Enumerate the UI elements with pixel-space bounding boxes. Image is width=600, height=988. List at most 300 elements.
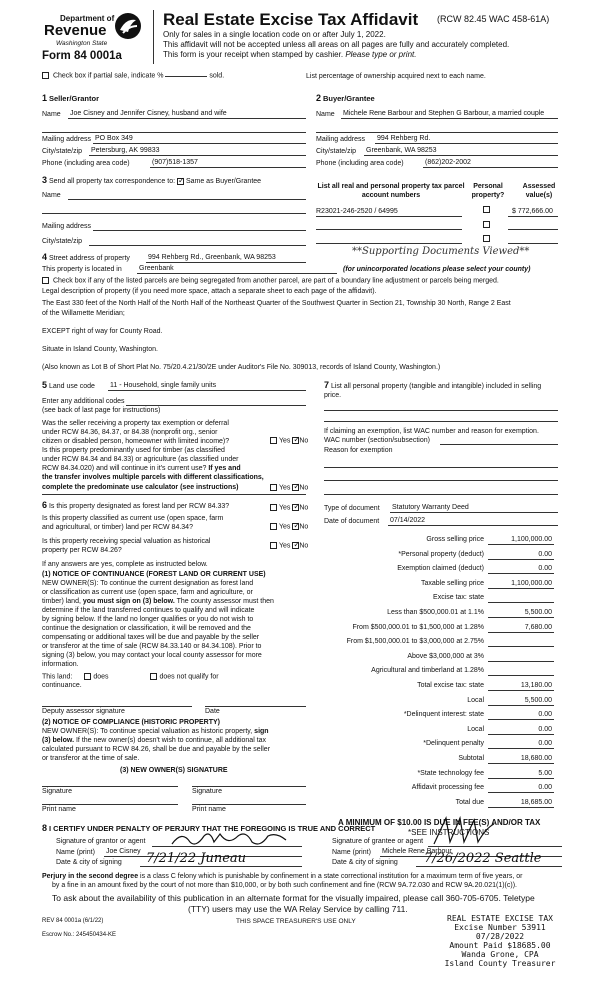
stamp-line-3: 07/28/2022 [475,932,525,941]
notice-continuance-l1: NEW OWNER(S): To continue the current designation as forest land [42,580,254,587]
stamp-line-5: Wanda Grone, CPA [461,950,539,959]
s5-q2-yes-checkbox[interactable] [270,484,277,491]
form-rcw: (RCW 82.45 WAC 458-61A) [437,14,550,24]
section5-num: 5 [42,380,48,390]
grantor-date-field[interactable]: 7/21/22 Juneau [146,851,247,866]
same-as-buyer-checkbox[interactable] [177,178,184,185]
seller-mail-label: Mailing address [42,136,92,143]
section7-text2: price. [324,392,342,399]
buyer-city-label: City/state/zip [316,148,357,155]
personal-property-checkbox-1[interactable] [483,206,490,213]
buyer-name-line2 [316,132,558,133]
treasurer-use-label: THIS SPACE TREASURER'S USE ONLY [236,918,356,925]
tax-row-line [488,705,554,706]
notice-continuance-l2: or classification as current use (open space, farm and agriculture, or [42,589,253,596]
does-not-label: does not qualify for [159,673,219,681]
exemption-text1: If claiming an exemption, list WAC number and reason for exemption. [324,428,539,435]
corr-name-line2 [42,213,306,214]
s6-q1-answer [270,504,308,511]
owner-print-line1[interactable] [42,804,178,805]
tax-row-value[interactable]: 0.00 [538,740,552,748]
dept-line2: Revenue [44,22,107,39]
buyer-mail-label: Mailing address [316,136,366,143]
additional-codes-label: Enter any additional codes [42,398,125,405]
tax-row-label: Local [467,725,484,733]
perjury-line2: by a fine in an amount fixed by the court of not more than $10,000, or by both such confinement and fine (RCW 9A.72.030 and RCW 9A.20.021(1)(c)). [52,882,517,889]
s6-q2-no-checkbox[interactable] [292,523,299,530]
notice-continuance-l3 [42,598,274,605]
tax-row-line [488,690,554,691]
notice-compliance-l4: or transferor at the time of sale. [42,755,140,762]
this-land-label: This land: [42,673,73,681]
notice-continuance-l7: compensating or additional taxes will be due and payable by the seller [42,634,260,641]
tax-row-value[interactable]: 7,680.00 [524,623,552,631]
s5-q1-line1: Was the seller receiving a property tax exemption or deferral [42,420,229,427]
stamp-line-2: Excise Number 53911 [454,923,546,932]
seller-name-line [68,118,306,119]
partial-sale-percent-field[interactable] [165,76,207,77]
s6-q1-yes-checkbox[interactable] [270,504,277,511]
seller-heading-num: 1 [42,93,48,103]
s6-q3-yes-checkbox[interactable] [270,542,277,549]
tax-row-label: Local [467,696,484,704]
dept-line3: Washington State [56,40,108,47]
tax-row-value[interactable]: 1,100,000.00 [511,579,552,587]
n2-l2b: If the new owner(s) doesn't wish to continue, all additional tax [75,737,267,744]
tax-row-line [488,646,554,647]
seller-name-line2 [42,132,306,133]
n2-l1b: sign [254,728,269,735]
s5-q2-answer [270,484,308,491]
tax-row-line [488,573,554,574]
perjury-bold: Perjury in the second degree [42,873,139,880]
s5-q2-line3 [42,465,241,472]
notice-compliance-title: (2) NOTICE OF COMPLIANCE (HISTORIC PROPERTY) [42,719,220,726]
seller-city-line [89,155,306,156]
s5-q2-line1: Is this property predominantly used for timber (as classified [42,447,225,454]
corr-name-label: Name [42,192,61,199]
header-note2: This affidavit will not be accepted unless all areas on all pages are fully and accurately completed. [163,40,510,49]
grantor-signature-label: Signature of grantor or agent [56,838,146,845]
grantee-name-label: Name (print) [332,849,371,856]
parcel-line1 [316,216,462,217]
tax-row-value[interactable]: 5.00 [538,769,552,777]
deputy-date-line[interactable] [205,706,306,707]
tax-row-line [488,559,554,560]
owner-print-label2: Print name [192,806,226,813]
corr-name-line[interactable] [68,199,306,200]
parcel-header-text: List all real and personal property tax parcel account numbers [317,183,465,199]
assessed-header [514,182,564,200]
s6-q3-line1: Is this property receiving special valuation as historical [42,538,211,545]
tax-row-label: *Delinquent interest: state [403,711,484,719]
s6-q1-yes-label: Yes [279,504,291,512]
does-not-checkbox[interactable] [150,673,157,680]
s5-q2-no-label: No [299,484,309,492]
s7-line1[interactable] [324,410,558,411]
s6-q3-answer [270,542,308,549]
treasurer-receipt-stamp [440,914,560,968]
personal-property-heading [324,380,541,390]
street-address-row [42,252,130,262]
tax-row-label: Above $3,000,000 at 3% [407,652,484,660]
buyer-city-line [364,155,558,156]
does-checkbox[interactable] [84,673,91,680]
assessed-line1 [508,216,558,217]
tax-row-label: *Personal property (deduct) [398,550,484,558]
s5-q1-no-label: No [299,437,309,445]
partial-sale-row [42,72,224,79]
does-label: does [93,673,109,681]
tax-row-label: Taxable selling price [420,579,484,587]
tax-row-value[interactable]: 18,680.00 [520,755,552,762]
tax-row-line [488,675,554,676]
seller-phone-label: Phone (including area code) [42,160,130,167]
seller-mail-line [93,143,306,144]
s6-q2-yes-checkbox[interactable] [270,523,277,530]
header-note3 [163,50,416,59]
ownership-note: List percentage of ownership acquired next to each name. [306,73,486,80]
grantor-date-line [140,866,302,867]
buyer-name-line [341,118,558,119]
dept-line1: Department of [60,14,115,23]
notice-l3a: timber) land, [42,598,81,605]
correspondence-text: Send all property tax correspondence to: [48,178,176,185]
revenue-logo-icon [114,12,142,40]
doc-type-label: Type of document [324,505,380,512]
grantee-date-line [416,866,562,867]
segregated-checkbox[interactable] [42,277,49,284]
s5-q2-line3-bold: If yes and [208,465,241,472]
seller-name-label: Name [42,111,61,118]
exemption-text3: Reason for exemption [324,447,393,454]
tax-row-label: From $500,000.01 to $1,500,000 at 1.28% [352,623,484,631]
s6-q3-line2: property per RCW 84.26? [42,547,122,554]
s6-q2-answer [270,523,308,530]
grantee-name-field[interactable]: Michele Rene Barbour [382,848,452,855]
corr-mail-line[interactable] [93,230,306,231]
tax-row-label: Subtotal [458,755,484,762]
s5-q2-no-checkbox[interactable] [292,484,299,491]
seller-mail-field[interactable]: PO Box 349 [95,135,133,142]
s6-q1 [42,500,229,510]
continuance-label: continuance. [42,682,82,689]
tax-row-line [488,734,554,735]
owner-signature-label2: Signature [192,788,222,795]
section8-num: 8 [42,823,48,833]
land-use-field[interactable]: 11 - Household, single family units [110,382,217,389]
notice-compliance-l1 [42,728,269,735]
s5-q1-line2: under RCW 84.36, 84.37, or 84.38 (nonprofit org., senior [42,429,218,436]
seller-name-field[interactable]: Joe Cisney and Jennifer Cisney, husband and wife [70,110,227,117]
header-note3-text: This form is your receipt when stamped by cashier. [163,50,344,59]
assessed-value-field[interactable]: $ 772,666.00 [512,208,553,215]
tax-row-line [488,617,554,618]
minimum-fee-note: A MINIMUM OF $10.00 IS DUE IN FEE(S) AND/OR TAX [338,818,541,827]
grantee-signature-icon [430,814,500,848]
section5-bottom-line [42,494,306,495]
wac-number-line[interactable] [440,444,558,445]
legal-desc-line1: The East 330 feet of the North Half of the North Half of the Northeast Quarter of the Southwest Quarter in Section 21, Township 30 North, Range 2 East [42,300,511,307]
stamp-line-6: Island County Treasurer [444,959,556,968]
header-note1: Only for sales in a single location code on or after July 1, 2022. [163,30,386,39]
tax-row-value[interactable]: 5,500.00 [524,696,552,704]
corr-mail-label: Mailing address [42,223,92,230]
stamp-line-4: Amount Paid $18685.00 [449,941,551,950]
notice-continuance-l10: information. [42,661,79,668]
s5-q1-line3: citizen or disabled person, homeowner with limited income)? [42,438,230,445]
parcel-header [316,182,466,200]
owner-signature-line1[interactable] [42,786,178,787]
notice-continuance-l6: continue the designation or classification, it will be removed and the [42,625,251,632]
tax-row-value[interactable]: 5,500.00 [524,609,552,616]
s6-q1-no-label: No [299,504,309,512]
see-instructions-note: *SEE INSTRUCTIONS [408,828,490,837]
grantor-name-field[interactable]: Joe Cisney [106,848,141,855]
s6-if-yes: If any answers are yes, complete as instructed below. [42,561,208,568]
doc-date-field[interactable]: 07/14/2022 [390,517,426,524]
s5-q2-line4: the transfer involves multiple parcels with different classifications, [42,474,264,481]
grantee-date-field[interactable]: 7/26/2022 Seattle [424,851,542,866]
s6-q3-no-checkbox[interactable] [292,542,299,549]
legal-desc-line2: of the Willamette Meridian; [42,310,125,317]
located-in-field[interactable]: Greenbank [139,265,174,272]
s5-q2-line3-text: RCW 84.34.020) and will continue in it's current use? [42,465,207,472]
legal-desc-line3: EXCEPT right of way for County Road. [42,328,163,335]
deputy-signature-line[interactable] [42,706,192,707]
land-use-line [108,390,306,391]
located-in-line [137,273,337,274]
partial-sale-checkbox[interactable] [42,72,49,79]
notice-continuance-l5: by signing below. If the land no longer qualifies or you do not wish to [42,616,254,623]
owner-print-label1: Print name [42,806,76,813]
s6-q1-no-checkbox[interactable] [292,504,299,511]
tax-row-label: Total excise tax: state [417,682,484,689]
stamp-line-1: REAL ESTATE EXCISE TAX [447,914,553,923]
s5-q2-yes-label: Yes [279,484,291,492]
street-address-line [146,262,306,263]
escrow-number: Escrow No.: 245450434-KE [42,932,117,938]
corr-city-label: City/state/zip [42,238,83,245]
doc-type-line [390,512,558,513]
tax-row-label: From $1,500,000.01 to $3,000,000 at 2.75% [346,638,484,646]
tax-row-value[interactable]: 0.00 [538,711,552,719]
grantor-signature-icon [168,828,298,850]
street-address-label: Street address of property [48,255,130,262]
perjury-line1 [42,873,523,880]
s5-q2-line5: complete the predominate use calculator (see instructions) [42,484,239,491]
buyer-mail-field[interactable]: 994 Rehberg Rd. [377,135,431,142]
personal-property-header-text: Personal property? [471,183,505,199]
buyer-city-field[interactable]: Greenbank, WA 98253 [366,147,437,154]
s6-q2-yes-label: Yes [279,523,291,531]
n2-l1a: NEW OWNER(S): To continue special valuation as historic property, [42,728,253,735]
tax-row-label: *Delinquent penalty [423,740,484,748]
notice-l3b: you must sign on (3) below. [82,598,175,605]
tax-row-value[interactable]: 0.00 [538,565,552,573]
partial-sale-suffix: sold. [209,72,225,80]
see-back-label: (see back of last page for instructions) [42,407,161,414]
seller-heading [42,93,99,103]
legal-desc-line5: (Also known as Lot B of Short Plat No. 75/20.4.21/30/2E under Auditor's File No. 309013, records of Island County, Washington.) [42,364,441,371]
deputy-signature-label: Deputy assessor signature [42,708,125,715]
header-divider [153,10,154,64]
tax-row-line [488,792,554,793]
tax-row-line [488,748,554,749]
parcel-line2 [316,229,462,230]
personal-property-checkbox-3[interactable] [483,235,490,242]
notice-continuance-l9: signing (3) below, you may contact your local county assessor for more [42,652,262,659]
s5-q2-line2: under RCW 84.34 and 84.33) or agriculture (as classified under [42,456,239,463]
legal-desc-label: Legal description of property (if you need more space, attach a separate sheet to each page of the affidavit). [42,288,377,295]
segregated-label: Check box if any of the listed parcels are being segregated from another parcel, are part of a boundary line adjustment or parcels being merged. [52,277,499,285]
s5-q1-yes-checkbox[interactable] [270,437,277,444]
perjury-text1: is a class C felony which is punishable by confinement in a state correctional institution for a maximum term of five years, or [140,873,523,880]
buyer-heading-num: 2 [316,93,322,103]
parcel-number-field[interactable]: R23021-246-2520 / 64995 [316,208,398,215]
tax-row-line [488,807,554,808]
form-revision: REV 84 0001a (6/1/22) [42,918,104,924]
header-note3-italic: Please type or print. [345,50,417,59]
notice-compliance-l3: calculated pursuant to RCW 84.26, shall be due and payable by the seller [42,746,271,753]
tax-row-line [488,763,554,764]
assessed-line3 [508,243,558,244]
land-qualify-row [42,673,219,680]
tax-row-label: Total due [455,798,484,806]
seller-phone-line [150,167,306,168]
deputy-date-label: Date [205,708,220,715]
tax-row-line [488,544,554,545]
notice-continuance-title: (1) NOTICE OF CONTINUANCE (FOREST LAND OR CURRENT USE) [42,571,266,578]
seller-city-field[interactable]: Petersburg, AK 99833 [91,147,160,154]
buyer-phone-label: Phone (including area code) [316,160,404,167]
grantee-date-label: Date & city of signing [332,859,398,866]
grantor-name-label: Name (print) [56,849,95,856]
seller-heading-text: Seller/Grantor [48,94,99,103]
tax-row-line [488,719,554,720]
accessibility-line1: To ask about the availability of this publication in an alternate format for the visually impaired, please call 360-705-6705. Teletype [52,893,535,903]
same-as-buyer-label: Same as Buyer/Grantee [185,178,262,185]
certify-text: I CERTIFY UNDER PENALTY OF PERJURY THAT THE FOREGOING IS TRUE AND CORRECT [48,824,376,833]
s6-q3-no-label: No [299,542,309,550]
tax-row-line [488,661,554,662]
notice-compliance-l2 [42,737,266,744]
tax-row-label: Agricultural and timberland at 1.28% [371,667,484,675]
s7-reason-line3[interactable] [324,494,558,495]
assessed-line2 [508,229,558,230]
doc-date-line [388,525,558,526]
buyer-phone-line [423,167,558,168]
personal-property-header [466,182,510,200]
section4-num: 4 [42,252,48,262]
s6-q3-yes-label: Yes [279,542,291,550]
s6-q2-line2: and agricultural, or timber) land per RCW 84.34? [42,524,193,531]
buyer-heading-text: Buyer/Grantee [322,94,375,103]
assessed-header-text: Assessed value(s) [522,183,556,199]
tax-row-line [488,632,554,633]
s7-reason-line1[interactable] [324,467,558,468]
located-in-label: This property is located in [42,266,122,273]
section7-num: 7 [324,380,330,390]
s6-q2-no-label: No [299,523,309,531]
tax-row-value[interactable]: 0.00 [538,725,552,733]
buyer-name-label: Name [316,111,335,118]
partial-sale-label: Check box if partial sale, indicate % [52,72,164,80]
tax-row-label: Exemption claimed (deduct) [397,565,484,573]
seller-city-label: City/state/zip [42,148,83,155]
personal-property-checkbox-2[interactable] [483,221,490,228]
tax-row-value[interactable]: 1,100,000.00 [511,536,552,543]
legal-desc-line4: Situate in Island County, Washington. [42,346,158,353]
s5-q1-yes-label: Yes [279,437,291,445]
tax-row-value[interactable]: 0.00 [538,784,552,792]
s6-q1-text: Is this property designated as forest land per RCW 84.33? [48,503,230,510]
additional-codes-line[interactable] [126,405,306,406]
section6-num: 6 [42,500,48,510]
owner-signature-line2[interactable] [192,786,306,787]
buyer-phone-field[interactable]: (862)202-2002 [425,159,471,166]
tax-row-value[interactable]: 13,180.00 [520,682,552,689]
tax-row-label: *State technology fee [417,769,484,777]
doc-date-label: Date of document [324,518,380,525]
accessibility-line2: (TTY) users may use the WA Relay Service by calling 711. [188,904,408,914]
buyer-heading [316,93,375,103]
s7-line2[interactable] [324,421,558,422]
tax-row-label: Gross selling price [426,536,484,543]
owner-signature-label1: Signature [42,788,72,795]
buyer-mail-line [375,143,558,144]
supporting-documents-stamp: **Supporting Documents Viewed** [352,246,530,257]
s6-q2-line1: Is this property classified as current use (open space, farm [42,515,224,522]
correspondence-heading [42,175,261,185]
grantee-signature-label: Signature of grantee or agent [332,838,424,845]
parcel-line3 [316,243,462,244]
tax-row-label: Affidavit processing fee [411,784,484,792]
segregated-row [42,277,499,284]
form-number: Form 84 0001a [42,50,122,62]
exemption-text2: WAC number (section/subsection) [324,437,430,444]
n2-l2a: (3) below. [42,737,75,744]
s7-reason-line2[interactable] [324,480,558,481]
notice-continuance-l8: or transferor at the time of sale (RCW 84.33.140 or 84.34.108). Prior to [42,643,262,650]
s5-q1-answer [270,437,308,444]
tax-row-line [488,602,554,603]
tax-row-label: Less than $500,000.01 at 1.1% [387,609,484,616]
grantor-date-label: Date & city of signing [56,859,122,866]
section7-text1: List all personal property (tangible and intangible) included in selling [330,383,542,390]
doc-type-field[interactable]: Statutory Warranty Deed [392,504,469,511]
located-in-note: (for unincorporated locations please select your county) [343,266,531,273]
street-address-field[interactable]: 994 Rehberg Rd., Greenbank, WA 98253 [148,254,276,261]
buyer-name-field[interactable]: Michele Rene Barbour and Stephen G Barbour, a married couple [343,110,545,117]
tax-row-label: Excise tax: state [433,594,484,602]
notice-l3c: The county assessor must then [176,598,274,605]
tax-row-line [488,778,554,779]
form-title: Real Estate Excise Tax Affidavit [163,10,419,29]
owner-print-line2[interactable] [192,804,306,805]
tax-row-line [488,588,554,589]
s5-q1-no-checkbox[interactable] [292,437,299,444]
land-use-label: Land use code [48,383,95,390]
notice-continuance-l4: determine if the land transferred continues to qualify and will indicate [42,607,255,614]
new-owner-signature-title: (3) NEW OWNER(S) SIGNATURE [120,767,228,774]
tax-row-value[interactable]: 0.00 [538,550,552,558]
land-use-row [42,380,95,390]
section3-num: 3 [42,175,48,185]
tax-row-value[interactable]: 18,685.00 [520,798,552,806]
seller-phone-field[interactable]: (907)518-1357 [152,159,198,166]
corr-city-line[interactable] [89,245,306,246]
